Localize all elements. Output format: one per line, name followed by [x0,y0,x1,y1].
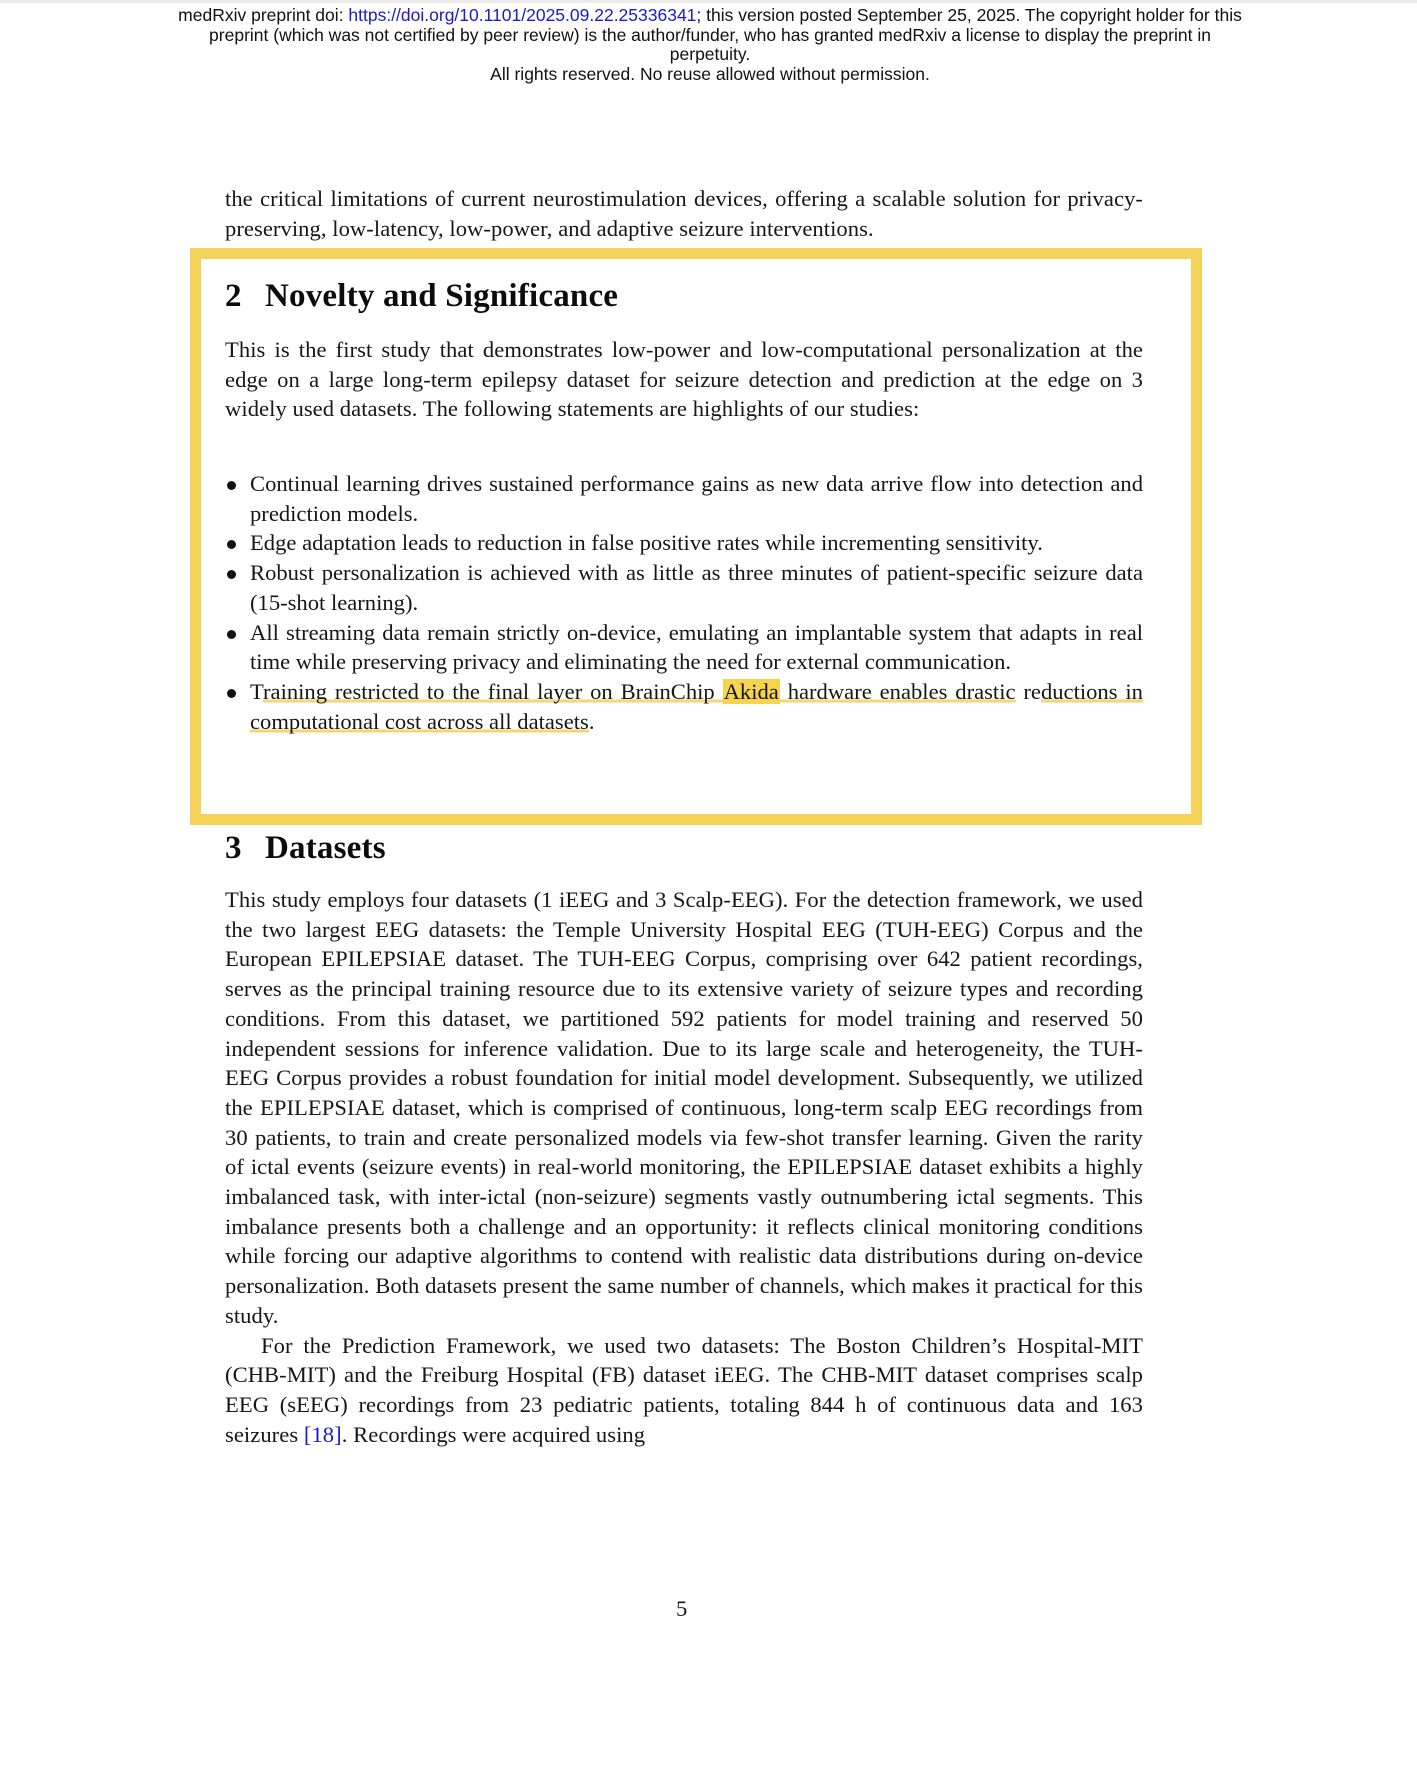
highlights-list [225,469,1143,736]
list-item [225,528,1143,558]
citation-link[interactable]: [18] [303,1421,342,1447]
section-3-paragraph-2 [225,1331,1143,1450]
bullet-icon [227,481,236,490]
section-2-title: Novelty and Significance [265,278,619,314]
section-2-number: 2 [225,278,242,314]
underline-annotation-1b: hardware enables drastic [779,678,1016,704]
list-item-text: Edge adaptation leads to reduction in false positive rates while incrementing sensitivity. [250,530,1043,556]
list-item [225,558,1143,617]
page-number: 5 [676,1596,688,1621]
bullet-icon [227,570,236,579]
header-line-1-rest: ; this version posted September 25, 2025. The copyright holder for this [696,5,1242,25]
list-item [225,618,1143,677]
header-line-1 [100,6,1320,26]
section-3-heading [225,828,386,868]
section-3-number: 3 [225,830,242,866]
highlight-annotation-akida: Akida [723,678,779,704]
intro-paragraph: the critical limitations of current neurostimulation devices, offering a scalable solution for privacy-preserving, low-latency, low-power, and adaptive seizure interventions. [225,186,1143,241]
preprint-header [100,6,1320,84]
doi-link[interactable]: https://doi.org/10.1101/2025.09.22.25336341 [348,5,697,25]
header-line-3: perpetuity. [669,44,751,64]
header-line-4: All rights reserved. No reuse allowed without permission. [490,63,930,84]
list-item-text: All streaming data remain strictly on-device, emulating an implantable system that adapts in real time while preserving privacy and eliminating the need for external communication. [250,619,1143,675]
paragraph-2-tail: . Recordings were acquired using [341,1421,646,1447]
underline-annotation-2: ductions in computational cost across all datasets [250,678,1143,734]
bullet5-line2-start: re [1023,678,1041,704]
section-2-body [225,335,1143,424]
section-2-paragraph: This is the first study that demonstrates low-power and low-computational personalization at the edge on a large long-term epilepsy dataset for seizure detection and prediction at the edge on 3 widely used datasets. The following statements are highlights of our studies: [225,337,1143,422]
bullet5-end: . [588,708,595,734]
list-item-text: Robust personalization is achieved with as little as three minutes of patient-specific seizure data (15-shot learning). [250,560,1143,615]
viewer-top-bar [0,0,1417,3]
paragraph-2-text: For the Prediction Framework, we used two datasets: The Boston Children’s Hospital-MIT (CHB-MIT) and the Freiburg Hospital (FB) dataset iEEG. The CHB-MIT dataset comprises scalp EEG (sEEG) recordings from 23 pediatric patients, totaling 844 h of continuous data and 163 seizures [225,1332,1143,1447]
bullet5-first-letter: T [250,678,264,704]
section-3-paragraph-1: This study employs four datasets (1 iEEG and 3 Scalp-EEG). For the detection framework, we used the two largest EEG datasets: the Temple University Hospital EEG (TUH-EEG) Corpus and the European EPILEPSIAE dataset. The TUH-EEG Corpus, comprising over 642 patient recordings, serves as the principal training resource due to its extensive variety of seizure types and recording conditions. From this dataset, we partitioned 592 patients for model training and reserved 50 independent sessions for inference validation. Due to its large scale and heterogeneity, the TUH-EEG Corpus provides a robust foundation for initial model development. Subsequently, we utilized the EPILEPSIAE dataset, which is comprised of continuous, long-term scalp EEG recordings from 30 patients, to train and create personalized models via few-shot transfer learning. Given the rarity of ictal events (seizure events) in real-world monitoring, the EPILEPSIAE dataset exhibits a highly imbalanced task, with inter-ictal (non-seizure) segments vastly outnumbering ictal segments. This imbalance presents both a challenge and an opportunity: it reflects clinical monitoring conditions while forcing our adaptive algorithms to contend with realistic data distributions during on-device personalization. Both datasets present the same number of channels, which makes it practical for this study. [225,887,1143,1328]
bullet-icon [227,689,236,698]
header-prefix: medRxiv preprint doi: [178,5,349,25]
header-line-2: preprint (which was not certified by peer review) is the author/funder, who has granted medRxiv a license to display the preprint in [209,24,1211,45]
section-3-title: Datasets [265,830,386,866]
list-item-text: Continual learning drives sustained performance gains as new data arrive flow into detection and prediction models. [250,471,1143,526]
bullet-icon [227,630,236,639]
section-2-heading [225,276,618,316]
list-item [225,469,1143,528]
underline-annotation-1: raining restricted to the final layer on BrainChip [263,678,723,704]
intro-paragraph-container [225,184,1143,243]
bullet-icon [227,540,236,549]
list-item-annotated [225,677,1143,736]
section-3-body [225,885,1143,1449]
